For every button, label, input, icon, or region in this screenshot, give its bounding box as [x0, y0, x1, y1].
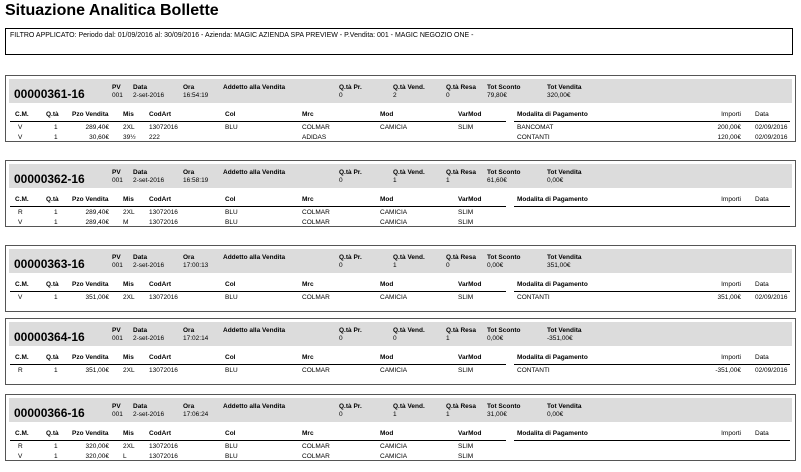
bill-number: 00000363-16 [14, 257, 85, 271]
cell-mis: 39½ [123, 134, 136, 141]
column-header-codart: CodArt [149, 196, 172, 203]
header-label-tot_vendita: Tot Vendita [547, 327, 582, 334]
header-value-qta_pr: 0 [339, 335, 343, 342]
column-header-pzo: Pzo Vendita [72, 354, 109, 361]
header-label-tot_sconto: Tot Sconto [487, 254, 521, 261]
cell-mis: 2XL [123, 294, 135, 301]
header-label-data: Data [133, 84, 148, 91]
bill-header [9, 164, 792, 188]
header-label-pv: PV [112, 327, 121, 334]
header-value-pv: 001 [112, 335, 123, 342]
header-label-tot_sconto: Tot Sconto [487, 169, 521, 176]
header-value-pv: 001 [112, 177, 123, 184]
column-header-pzo: Pzo Vendita [72, 281, 109, 288]
cell-varmod: SLIM [458, 209, 474, 216]
header-value-tot_vendita: 320,00€ [547, 92, 571, 99]
payment-table-rule [514, 291, 790, 292]
header-value-tot_sconto: 0,00€ [487, 335, 504, 342]
payment-method: CONTANTI [517, 367, 550, 374]
header-value-qta_resa: 1 [446, 177, 450, 184]
column-header-varmod: VarMod [458, 281, 482, 288]
header-label-qta_vend: Q.tà Vend. [393, 327, 425, 334]
column-header-mrc: Mrc [302, 281, 314, 288]
bill-card [5, 318, 796, 385]
cell-cm: V [18, 134, 23, 141]
payment-method: BANCOMAT [517, 124, 554, 131]
column-header-qta: Q.tà [46, 281, 59, 288]
cell-cm: V [18, 124, 23, 131]
payment-amount: 120,00€ [717, 134, 741, 141]
header-value-qta_vend: 1 [393, 411, 397, 418]
bill-card [5, 394, 796, 461]
item-table-rule [10, 291, 506, 292]
cell-mis: M [123, 219, 129, 226]
item-table-rule [10, 206, 506, 207]
cell-qta: 1 [54, 219, 58, 226]
header-label-qta_pr: Q.tà Pr. [339, 169, 362, 176]
column-header-cm: C.M. [15, 354, 29, 361]
bill-card [5, 245, 796, 312]
cell-mrc: COLMAR [302, 124, 330, 131]
column-header-col: Col [225, 281, 236, 288]
header-value-qta_vend: 1 [393, 262, 397, 269]
header-label-tot_vendita: Tot Vendita [547, 169, 582, 176]
item-table-rule [10, 121, 506, 122]
bill-header [9, 249, 792, 273]
cell-mis: L [123, 453, 127, 460]
column-header-qta: Q.tà [46, 430, 59, 437]
cell-codart: 222 [149, 134, 160, 141]
header-label-qta_vend: Q.tà Vend. [393, 169, 425, 176]
cell-cm: R [18, 209, 23, 216]
cell-mis: 2XL [123, 443, 135, 450]
column-header-pagamento: Modalita di Pagamento [517, 281, 588, 288]
column-header-pagamento: Modalita di Pagamento [517, 111, 588, 118]
column-header-cm: C.M. [15, 430, 29, 437]
header-value-qta_pr: 0 [339, 411, 343, 418]
header-value-qta_vend: 0 [393, 335, 397, 342]
header-label-data: Data [133, 254, 148, 261]
header-label-ora: Ora [183, 403, 195, 410]
bill-number: 00000366-16 [14, 406, 85, 420]
header-label-pv: PV [112, 169, 121, 176]
cell-cm: R [18, 443, 23, 450]
cell-codart: 13072016 [149, 367, 178, 374]
column-header-pagamento: Modalita di Pagamento [517, 430, 588, 437]
cell-mis: 2XL [123, 124, 135, 131]
column-header-col: Col [225, 196, 236, 203]
column-header-pzo: Pzo Vendita [72, 430, 109, 437]
column-header-pzo: Pzo Vendita [72, 196, 109, 203]
cell-col: BLU [225, 367, 238, 374]
item-table-rule [10, 364, 506, 365]
cell-varmod: SLIM [458, 294, 474, 301]
filter-box [5, 28, 793, 55]
payment-table-rule [514, 206, 790, 207]
cell-col: BLU [225, 453, 238, 460]
column-header-codart: CodArt [149, 354, 172, 361]
payment-amount: -351,00€ [715, 367, 741, 374]
column-header-codart: CodArt [149, 430, 172, 437]
cell-col: BLU [225, 124, 238, 131]
cell-qta: 1 [54, 209, 58, 216]
cell-codart: 13072016 [149, 443, 178, 450]
column-header-data: Data [755, 281, 769, 288]
column-header-cm: C.M. [15, 196, 29, 203]
column-header-col: Col [225, 354, 236, 361]
bill-header [9, 398, 792, 422]
column-header-cm: C.M. [15, 111, 29, 118]
header-value-ora: 17:00:13 [183, 262, 209, 269]
header-label-tot_vendita: Tot Vendita [547, 84, 582, 91]
header-value-pv: 001 [112, 411, 123, 418]
header-value-tot_sconto: 31,00€ [487, 411, 507, 418]
header-label-tot_sconto: Tot Sconto [487, 84, 521, 91]
header-value-qta_resa: 1 [446, 335, 450, 342]
header-label-pv: PV [112, 84, 121, 91]
header-value-ora: 17:02:14 [183, 335, 209, 342]
header-value-qta_pr: 0 [339, 262, 343, 269]
header-value-data: 2-set-2016 [133, 262, 165, 269]
header-value-qta_vend: 1 [393, 177, 397, 184]
column-header-mrc: Mrc [302, 111, 314, 118]
cell-varmod: SLIM [458, 367, 474, 374]
cell-mod: CAMICIA [380, 367, 408, 374]
cell-codart: 13072016 [149, 219, 178, 226]
cell-pzo: 289,40€ [85, 219, 109, 226]
column-header-codart: CodArt [149, 281, 172, 288]
column-header-varmod: VarMod [458, 430, 482, 437]
cell-codart: 13072016 [149, 294, 178, 301]
cell-qta: 1 [54, 134, 58, 141]
payment-method: CONTANTI [517, 294, 550, 301]
payment-date: 02/09/2016 [755, 124, 788, 131]
header-label-tot_vendita: Tot Vendita [547, 254, 582, 261]
cell-col: BLU [225, 209, 238, 216]
header-label-qta_pr: Q.tà Pr. [339, 254, 362, 261]
column-header-mis: Mis [123, 354, 134, 361]
cell-mrc: COLMAR [302, 219, 330, 226]
cell-mrc: COLMAR [302, 294, 330, 301]
header-value-data: 2-set-2016 [133, 92, 165, 99]
cell-mod: CAMICIA [380, 294, 408, 301]
cell-pzo: 351,00€ [85, 294, 109, 301]
bill-header [9, 79, 792, 103]
cell-mis: 2XL [123, 367, 135, 374]
page-title: Situazione Analitica Bollette [5, 2, 219, 19]
cell-cm: V [18, 294, 23, 301]
item-table-rule [10, 440, 506, 441]
column-header-data: Data [755, 354, 769, 361]
cell-mis: 2XL [123, 209, 135, 216]
bill-header [9, 322, 792, 346]
cell-codart: 13072016 [149, 124, 178, 131]
header-label-pv: PV [112, 254, 121, 261]
column-header-mod: Mod [380, 281, 394, 288]
column-header-pzo: Pzo Vendita [72, 111, 109, 118]
header-value-pv: 001 [112, 92, 123, 99]
header-value-qta_resa: 0 [446, 262, 450, 269]
bill-card [5, 75, 796, 142]
header-label-qta_resa: Q.tà Resa [446, 327, 476, 334]
column-header-mis: Mis [123, 196, 134, 203]
column-header-pagamento: Modalita di Pagamento [517, 196, 588, 203]
cell-pzo: 320,00€ [85, 453, 109, 460]
cell-col: BLU [225, 294, 238, 301]
header-label-ora: Ora [183, 84, 195, 91]
cell-mrc: COLMAR [302, 443, 330, 450]
column-header-importi: Importi [721, 111, 741, 118]
payment-method: CONTANTI [517, 134, 550, 141]
header-label-pv: PV [112, 403, 121, 410]
header-label-qta_resa: Q.tà Resa [446, 169, 476, 176]
column-header-mrc: Mrc [302, 196, 314, 203]
cell-mrc: COLMAR [302, 209, 330, 216]
header-value-tot_vendita: 0,00€ [547, 177, 564, 184]
header-label-qta_pr: Q.tà Pr. [339, 84, 362, 91]
column-header-mis: Mis [123, 111, 134, 118]
header-value-qta_pr: 0 [339, 177, 343, 184]
cell-qta: 1 [54, 367, 58, 374]
column-header-mrc: Mrc [302, 430, 314, 437]
cell-mod: CAMICIA [380, 453, 408, 460]
cell-codart: 13072016 [149, 209, 178, 216]
column-header-mis: Mis [123, 430, 134, 437]
header-value-tot_vendita: 351,00€ [547, 262, 571, 269]
header-value-qta_resa: 1 [446, 411, 450, 418]
cell-qta: 1 [54, 124, 58, 131]
cell-cm: V [18, 219, 23, 226]
column-header-varmod: VarMod [458, 196, 482, 203]
cell-varmod: SLIM [458, 453, 474, 460]
cell-codart: 13072016 [149, 453, 178, 460]
cell-qta: 1 [54, 294, 58, 301]
header-value-tot_vendita: 0,00€ [547, 411, 564, 418]
header-value-data: 2-set-2016 [133, 411, 165, 418]
column-header-importi: Importi [721, 281, 741, 288]
header-label-addetto: Addetto alla Vendita [223, 84, 286, 91]
payment-table-rule [514, 364, 790, 365]
payment-table-rule [514, 440, 790, 441]
header-label-addetto: Addetto alla Vendita [223, 169, 286, 176]
column-header-mis: Mis [123, 281, 134, 288]
column-header-mod: Mod [380, 354, 394, 361]
header-label-data: Data [133, 327, 148, 334]
column-header-mod: Mod [380, 111, 394, 118]
payment-date: 02/09/2016 [755, 134, 788, 141]
header-value-data: 2-set-2016 [133, 177, 165, 184]
cell-col: BLU [225, 219, 238, 226]
header-label-data: Data [133, 403, 148, 410]
column-header-mod: Mod [380, 196, 394, 203]
header-value-ora: 17:06:24 [183, 411, 209, 418]
header-value-data: 2-set-2016 [133, 335, 165, 342]
cell-varmod: SLIM [458, 219, 474, 226]
header-value-qta_vend: 2 [393, 92, 397, 99]
column-header-pagamento: Modalita di Pagamento [517, 354, 588, 361]
header-value-qta_resa: 0 [446, 92, 450, 99]
cell-varmod: SLIM [458, 124, 474, 131]
column-header-mrc: Mrc [302, 354, 314, 361]
column-header-importi: Importi [721, 430, 741, 437]
header-value-pv: 001 [112, 262, 123, 269]
header-label-ora: Ora [183, 169, 195, 176]
header-value-tot_vendita: -351,00€ [547, 335, 573, 342]
cell-mrc: ADIDAS [302, 134, 327, 141]
bill-card [5, 160, 796, 227]
column-header-varmod: VarMod [458, 354, 482, 361]
cell-col: BLU [225, 443, 238, 450]
header-value-tot_sconto: 0,00€ [487, 262, 504, 269]
bill-number: 00000362-16 [14, 172, 85, 186]
bill-number: 00000364-16 [14, 330, 85, 344]
column-header-qta: Q.tà [46, 111, 59, 118]
cell-qta: 1 [54, 443, 58, 450]
cell-mod: CAMICIA [380, 219, 408, 226]
payment-amount: 200,00€ [717, 124, 741, 131]
header-label-qta_pr: Q.tà Pr. [339, 327, 362, 334]
cell-varmod: SLIM [458, 443, 474, 450]
cell-mod: CAMICIA [380, 124, 408, 131]
column-header-codart: CodArt [149, 111, 172, 118]
filter-text: FILTRO APPLICATO: Periodo dal: 01/09/2016 al: 30/09/2016 - Azienda: MAGIC AZIENDA SPA PREVIEW - P.Vendita: 001 - MAGIC NEGOZIO ONE - [10, 32, 474, 39]
header-label-addetto: Addetto alla Vendita [223, 327, 286, 334]
column-header-col: Col [225, 111, 236, 118]
header-label-qta_pr: Q.tà Pr. [339, 403, 362, 410]
header-value-ora: 16:58:19 [183, 177, 209, 184]
cell-mod: CAMICIA [380, 443, 408, 450]
header-label-addetto: Addetto alla Vendita [223, 403, 286, 410]
cell-pzo: 320,00€ [85, 443, 109, 450]
payment-amount: 351,00€ [717, 294, 741, 301]
column-header-importi: Importi [721, 196, 741, 203]
header-label-ora: Ora [183, 327, 195, 334]
column-header-qta: Q.tà [46, 196, 59, 203]
header-label-qta_vend: Q.tà Vend. [393, 84, 425, 91]
payment-table-rule [514, 121, 790, 122]
column-header-qta: Q.tà [46, 354, 59, 361]
header-label-qta_vend: Q.tà Vend. [393, 403, 425, 410]
cell-qta: 1 [54, 453, 58, 460]
header-label-qta_resa: Q.tà Resa [446, 403, 476, 410]
column-header-data: Data [755, 196, 769, 203]
cell-cm: V [18, 453, 23, 460]
column-header-importi: Importi [721, 354, 741, 361]
column-header-varmod: VarMod [458, 111, 482, 118]
column-header-data: Data [755, 111, 769, 118]
header-label-qta_resa: Q.tà Resa [446, 84, 476, 91]
header-label-addetto: Addetto alla Vendita [223, 254, 286, 261]
header-value-ora: 16:54:19 [183, 92, 209, 99]
header-label-ora: Ora [183, 254, 195, 261]
cell-pzo: 289,40€ [85, 124, 109, 131]
column-header-data: Data [755, 430, 769, 437]
payment-date: 02/09/2016 [755, 367, 788, 374]
header-label-tot_sconto: Tot Sconto [487, 403, 521, 410]
cell-pzo: 289,40€ [85, 209, 109, 216]
header-value-tot_sconto: 79,80€ [487, 92, 507, 99]
payment-date: 02/09/2016 [755, 294, 788, 301]
header-label-data: Data [133, 169, 148, 176]
cell-mod: CAMICIA [380, 209, 408, 216]
header-label-qta_vend: Q.tà Vend. [393, 254, 425, 261]
cell-pzo: 30,60€ [89, 134, 109, 141]
header-value-qta_pr: 0 [339, 92, 343, 99]
cell-mrc: COLMAR [302, 453, 330, 460]
column-header-col: Col [225, 430, 236, 437]
header-value-tot_sconto: 61,60€ [487, 177, 507, 184]
bill-number: 00000361-16 [14, 87, 85, 101]
header-label-tot_vendita: Tot Vendita [547, 403, 582, 410]
cell-cm: R [18, 367, 23, 374]
cell-pzo: 351,00€ [85, 367, 109, 374]
header-label-tot_sconto: Tot Sconto [487, 327, 521, 334]
header-label-qta_resa: Q.tà Resa [446, 254, 476, 261]
cell-mrc: COLMAR [302, 367, 330, 374]
column-header-mod: Mod [380, 430, 394, 437]
column-header-cm: C.M. [15, 281, 29, 288]
